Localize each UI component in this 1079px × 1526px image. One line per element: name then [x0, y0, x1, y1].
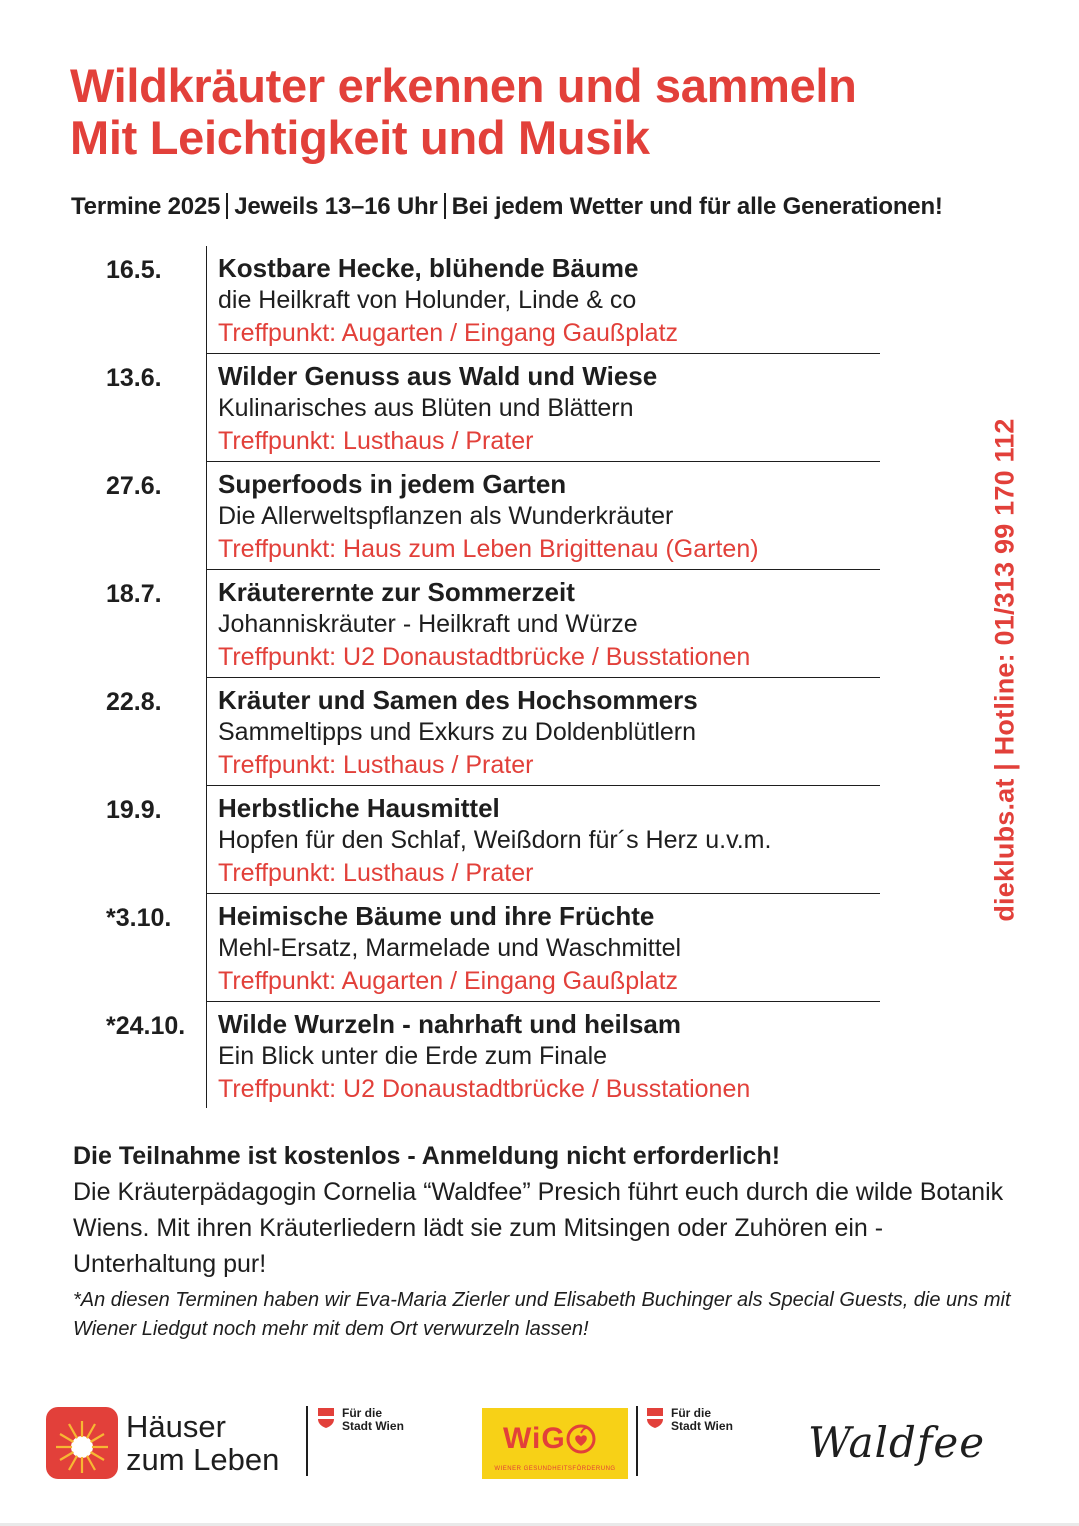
event-meeting-point: Treffpunkt: U2 Donaustadtbrücke / Busstationen — [218, 1075, 751, 1103]
event-date: *3.10. — [106, 904, 172, 932]
wien-flag-icon — [647, 1408, 663, 1428]
wien-line-1: Für die — [342, 1406, 383, 1420]
event-row — [106, 354, 880, 462]
wig-logo — [482, 1408, 628, 1479]
event-date: 18.7. — [106, 580, 162, 608]
event-title: Wilder Genuss aus Wald und Wiese — [218, 361, 658, 391]
event-date: 22.8. — [106, 688, 162, 716]
event-description: Die Allerweltspflanzen als Wunderkräuter — [218, 502, 674, 530]
event-row — [106, 786, 880, 894]
waldfee-logo: Waldfee — [808, 1418, 986, 1467]
logo-divider — [306, 1406, 308, 1476]
event-meeting-point: Treffpunkt: U2 Donaustadtbrücke / Busstationen — [218, 643, 751, 671]
event-description: die Heilkraft von Holunder, Linde & co — [218, 286, 637, 314]
event-description: Sammeltipps und Exkurs zu Doldenblütlern — [218, 718, 697, 746]
hzl-line-2: zum Leben — [126, 1442, 280, 1477]
event-meeting-point: Treffpunkt: Augarten / Eingang Gaußplatz — [218, 967, 679, 995]
event-description: Johanniskräuter - Heilkraft und Würze — [218, 610, 638, 638]
event-date: 13.6. — [106, 364, 162, 392]
event-date: 19.9. — [106, 796, 162, 824]
event-row — [106, 678, 880, 786]
logo-bar — [0, 1400, 1079, 1490]
wien-flag-icon — [318, 1408, 334, 1428]
title-line-1: Wildkräuter erkennen und sammeln — [70, 59, 857, 112]
hzl-line-1: Häuser — [126, 1409, 226, 1444]
wien-line-1: Für die — [671, 1406, 712, 1420]
event-row — [106, 462, 880, 570]
event-description: Hopfen für den Schlaf, Weißdorn für´s Herz u.v.m. — [218, 826, 772, 854]
side-contact-text — [980, 390, 1030, 950]
event-description: Kulinarisches aus Blüten und Blättern — [218, 394, 634, 422]
wig-subtitle: WIENER GESUNDHEITSFÖRDERUNG — [494, 1466, 616, 1472]
event-row — [106, 894, 880, 1002]
wien-label — [342, 1407, 404, 1433]
info-footnote: *An diesen Terminen haben wir Eva-Maria Zierler und Elisabeth Buchinger als Special Guests, die uns mit Wiener Liedgut noch mehr mit dem Ort verwurzeln lassen! — [73, 1289, 1011, 1340]
info-body: Die Kräuterpädagogin Cornelia “Waldfee” Presich führt euch durch die wilde Botanik Wiens. Mit ihren Kräuterliedern lädt sie zum Mitsingen oder Zuhören ein - Unterhaltung pur! — [73, 1178, 1004, 1278]
event-date: 27.6. — [106, 472, 162, 500]
event-description: Ein Blick unter die Erde zum Finale — [218, 1042, 608, 1070]
wien-line-2: Stadt Wien — [342, 1419, 404, 1433]
page-title — [70, 60, 857, 164]
event-title: Herbstliche Hausmittel — [218, 793, 500, 823]
haeuser-zum-leben-logo-text — [126, 1410, 279, 1476]
wien-label — [671, 1407, 733, 1433]
subtitle-dates: Termine 2025 — [71, 193, 221, 220]
event-meeting-point: Treffpunkt: Haus zum Leben Brigittenau (Garten) — [218, 535, 759, 563]
event-meeting-point: Treffpunkt: Augarten / Eingang Gaußplatz — [218, 319, 679, 347]
subtitle-separator — [226, 193, 228, 219]
wien-line-2: Stadt Wien — [671, 1419, 733, 1433]
event-meeting-point: Treffpunkt: Lusthaus / Prater — [218, 859, 534, 887]
logo-divider — [636, 1406, 638, 1476]
event-meeting-point: Treffpunkt: Lusthaus / Prater — [218, 427, 534, 455]
event-title: Heimische Bäume und ihre Früchte — [218, 901, 655, 931]
event-title: Kräuterernte zur Sommerzeit — [218, 577, 575, 607]
event-date: *24.10. — [106, 1012, 186, 1040]
apple-heart-icon — [566, 1422, 596, 1454]
event-schedule — [100, 246, 880, 1110]
event-title: Superfoods in jedem Garten — [218, 469, 567, 499]
subtitle — [71, 193, 943, 221]
title-line-2: Mit Leichtigkeit und Musik — [70, 111, 650, 164]
event-row — [106, 1002, 880, 1110]
info-lead: Die Teilnahme ist kostenlos - Anmeldung nicht erforderlich! — [73, 1142, 781, 1170]
haeuser-zum-leben-sun-icon — [46, 1407, 118, 1479]
event-description: Mehl-Ersatz, Marmelade und Waschmittel — [218, 934, 682, 962]
info-section — [73, 1140, 1013, 1344]
website-hotline: dieklubs.at | Hotline: 01/313 99 170 112 — [989, 418, 1020, 922]
event-date: 16.5. — [106, 256, 162, 284]
event-title: Wilde Wurzeln - nahrhaft und heilsam — [218, 1009, 681, 1039]
event-title: Kostbare Hecke, blühende Bäume — [218, 253, 639, 283]
subtitle-weather: Bei jedem Wetter und für alle Generationen! — [451, 193, 943, 220]
event-row — [106, 246, 880, 354]
subtitle-separator — [444, 193, 446, 219]
event-title: Kräuter und Samen des Hochsommers — [218, 685, 698, 715]
subtitle-time: Jeweils 13–16 Uhr — [234, 193, 438, 220]
event-meeting-point: Treffpunkt: Lusthaus / Prater — [218, 751, 534, 779]
wig-logo-text: WiG — [503, 1422, 566, 1455]
event-row — [106, 570, 880, 678]
